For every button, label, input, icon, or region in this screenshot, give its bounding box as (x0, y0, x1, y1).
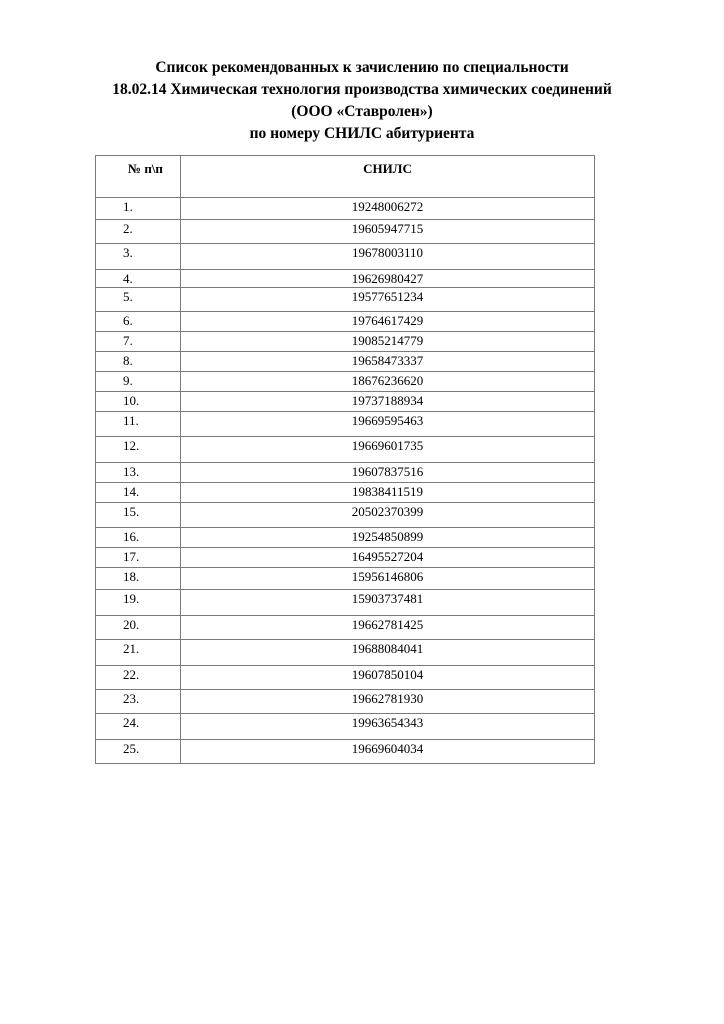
row-snils: 19662781930 (181, 690, 595, 714)
table-row (96, 483, 595, 503)
table-row (96, 616, 595, 640)
row-number: 22. (96, 666, 181, 690)
row-number: 20. (96, 616, 181, 640)
row-number: 13. (96, 463, 181, 483)
row-number: 5. (96, 288, 181, 312)
row-snils: 15956146806 (181, 568, 595, 590)
table-row (96, 740, 595, 764)
document-title (0, 57, 724, 145)
table-row (96, 503, 595, 528)
header-number: № п\п (96, 156, 181, 198)
row-number: 8. (96, 352, 181, 372)
row-number: 9. (96, 372, 181, 392)
row-number: 2. (96, 220, 181, 244)
title-line-2: 18.02.14 Химическая технология производства химических соединений (112, 81, 612, 98)
table-row (96, 528, 595, 548)
row-snils: 19669604034 (181, 740, 595, 764)
row-snils: 19607850104 (181, 666, 595, 690)
row-number: 16. (96, 528, 181, 548)
row-number: 3. (96, 244, 181, 270)
row-snils: 19577651234 (181, 288, 595, 312)
row-snils: 16495527204 (181, 548, 595, 568)
header-snils: СНИЛС (181, 156, 595, 198)
row-snils: 19605947715 (181, 220, 595, 244)
table-row (96, 352, 595, 372)
row-snils: 19688084041 (181, 640, 595, 666)
row-number: 4. (96, 270, 181, 288)
row-snils: 19248006272 (181, 198, 595, 220)
row-snils: 20502370399 (181, 503, 595, 528)
table-row (96, 198, 595, 220)
row-snils: 19669601735 (181, 437, 595, 463)
row-number: 12. (96, 437, 181, 463)
row-snils: 18676236620 (181, 372, 595, 392)
table-row (96, 548, 595, 568)
row-number: 11. (96, 412, 181, 437)
row-number: 24. (96, 714, 181, 740)
table-row (96, 714, 595, 740)
row-snils: 19658473337 (181, 352, 595, 372)
row-snils: 19085214779 (181, 332, 595, 352)
row-number: 19. (96, 590, 181, 616)
row-number: 15. (96, 503, 181, 528)
row-snils: 19963654343 (181, 714, 595, 740)
table-header-row (96, 156, 595, 198)
row-snils: 19737188934 (181, 392, 595, 412)
table-row (96, 244, 595, 270)
table-row (96, 590, 595, 616)
row-snils: 19678003110 (181, 244, 595, 270)
row-snils: 19607837516 (181, 463, 595, 483)
table-row (96, 372, 595, 392)
table-row (96, 412, 595, 437)
table-body (96, 198, 595, 764)
row-snils: 19662781425 (181, 616, 595, 640)
row-number: 14. (96, 483, 181, 503)
table-row (96, 392, 595, 412)
table-row (96, 288, 595, 312)
row-number: 17. (96, 548, 181, 568)
table-row (96, 220, 595, 244)
row-number: 1. (96, 198, 181, 220)
row-number: 25. (96, 740, 181, 764)
row-number: 21. (96, 640, 181, 666)
row-snils: 19254850899 (181, 528, 595, 548)
row-number: 23. (96, 690, 181, 714)
row-number: 6. (96, 312, 181, 332)
row-number: 10. (96, 392, 181, 412)
table-row (96, 666, 595, 690)
row-snils: 19838411519 (181, 483, 595, 503)
table-row (96, 568, 595, 590)
row-snils: 19626980427 (181, 270, 595, 288)
row-snils: 15903737481 (181, 590, 595, 616)
title-line-3: (ООО «Ставролен») (291, 103, 433, 120)
table-row (96, 690, 595, 714)
row-snils: 19764617429 (181, 312, 595, 332)
row-snils: 19669595463 (181, 412, 595, 437)
row-number: 7. (96, 332, 181, 352)
table-row (96, 640, 595, 666)
row-number: 18. (96, 568, 181, 590)
table-row (96, 332, 595, 352)
table-row (96, 270, 595, 288)
table-row (96, 437, 595, 463)
title-line-1: Список рекомендованных к зачислению по специальности (155, 59, 569, 76)
table-row (96, 463, 595, 483)
title-line-4: по номеру СНИЛС абитуриента (249, 125, 475, 142)
snils-table (95, 155, 595, 764)
table-row (96, 312, 595, 332)
